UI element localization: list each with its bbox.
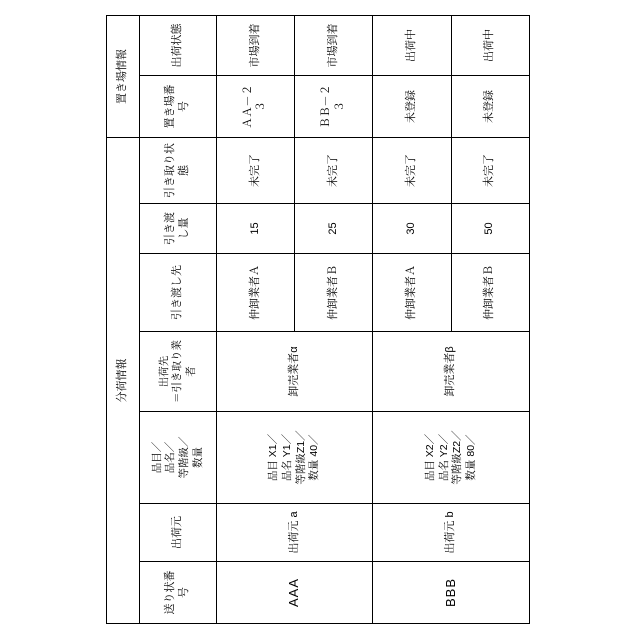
cell-item: 品目 X1／ 品名 Y1／ 等階級Z1／ 数量 40／ <box>216 412 373 504</box>
cell-location-number: ＢＢ－２３ <box>295 75 373 137</box>
cell-shipping-status: 出荷中 <box>373 15 451 75</box>
cell-pickup-status: 未完了 <box>451 137 529 203</box>
group-label-shipping-info: 分荷情報 <box>107 137 140 623</box>
column-header-slip-number: 送り状番号 <box>140 562 216 624</box>
cell-pickup-status: 未完了 <box>295 137 373 203</box>
cell-destination: 卸売業者α <box>216 332 373 412</box>
column-header-source: 出荷元 <box>140 504 216 562</box>
cell-broker: 仲卸業者Ａ <box>373 254 451 332</box>
cell-location-number: ＡＡ－２３ <box>216 75 294 137</box>
cell-quantity: 15 <box>216 204 294 254</box>
cell-pickup-status: 未完了 <box>216 137 294 203</box>
column-header-row <box>140 15 216 623</box>
cell-slip-number: BBB <box>373 562 530 624</box>
cell-broker: 仲卸業者Ａ <box>216 254 294 332</box>
cell-source: 出荷元 a <box>216 504 373 562</box>
table-row <box>216 15 294 623</box>
cell-broker: 仲卸業者Ｂ <box>451 254 529 332</box>
column-header-destination: 出荷先 ＝引き取り業者 <box>140 332 216 412</box>
cell-quantity: 25 <box>295 204 373 254</box>
cell-location-number: 未登録 <box>373 75 451 137</box>
cell-broker: 仲卸業者Ｂ <box>295 254 373 332</box>
shipping-info-table <box>106 15 530 624</box>
cell-destination: 卸売業者β <box>373 332 530 412</box>
group-label-location-info: 置き場情報 <box>107 15 140 137</box>
group-header-row <box>107 15 140 623</box>
column-header-quantity: 引き渡し量 <box>140 204 216 254</box>
column-header-location-number: 置き場番号 <box>140 75 216 137</box>
cell-pickup-status: 未完了 <box>373 137 451 203</box>
rotated-table-wrapper <box>106 16 534 624</box>
cell-quantity: 50 <box>451 204 529 254</box>
cell-shipping-status: 市場到着 <box>295 15 373 75</box>
cell-item: 品目 X2／ 品名 Y2／ 等階級Z2／ 数量 80／ <box>373 412 530 504</box>
cell-source: 出荷元 b <box>373 504 530 562</box>
cell-shipping-status: 出荷中 <box>451 15 529 75</box>
column-header-item: 品目／ 品名／ 等階級／ 数量 <box>140 412 216 504</box>
column-header-pickup-status: 引き取り状態 <box>140 137 216 203</box>
column-header-broker: 引き渡し先 <box>140 254 216 332</box>
table-row <box>373 15 451 623</box>
cell-location-number: 未登録 <box>451 75 529 137</box>
cell-slip-number: AAA <box>216 562 373 624</box>
cell-shipping-status: 市場到着 <box>216 15 294 75</box>
column-header-shipping-status: 出荷状態 <box>140 15 216 75</box>
cell-quantity: 30 <box>373 204 451 254</box>
